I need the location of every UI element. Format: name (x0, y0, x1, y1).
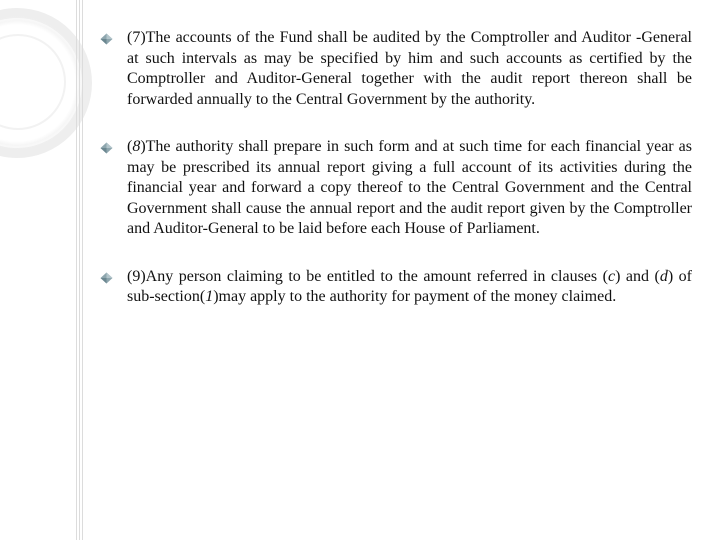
bullet-list (100, 28, 692, 308)
clause-8-text: )The authority shall prepare in such form and at such time for each financial year as may be prescribed its annual report giving a full account of its activities during the financial year and forward a copy thereof to the Central Government and the Central Government shall cause the annual report and the audit report given by the Comptroller and Auditor-General to be laid before each House of Parliament. (127, 138, 692, 237)
clause-9-text-part3: ) of sub-section( (127, 267, 692, 305)
diamond-bullet-icon (100, 272, 113, 284)
clause-8-open-paren: ( (127, 138, 133, 155)
clause-9-subsection-number: 1 (205, 288, 214, 305)
clause-8-number: 8 (132, 138, 141, 155)
decorative-inner-ring (0, 34, 66, 130)
decorative-vertical-line (82, 0, 83, 540)
clause-9-text-part1: (9)Any person claiming to be entitled to the amount referred in clauses ( (127, 267, 608, 285)
clause-9-text-part2: ) and ( (615, 267, 660, 285)
list-item-clause-7 (100, 28, 692, 110)
decorative-vertical-line (79, 0, 80, 540)
decorative-ring-glow (0, 12, 88, 154)
list-item-clause-9 (100, 267, 692, 308)
clause-7-text: (7)The accounts of the Fund shall be audited by the Comptroller and Auditor -General at such intervals as may be specified by him and such accounts as certified by the Comptroller and Auditor-General together with the audit report thereon shall be forwarded annually to the Central Government by the authority. (127, 29, 692, 108)
decorative-vertical-line (76, 0, 77, 540)
clause-9-text-part4: )may apply to the authority for payment of the money claimed. (213, 288, 617, 305)
clause-9-letter-d: d (659, 267, 668, 285)
list-item-clause-8 (100, 137, 692, 240)
diamond-bullet-icon (100, 142, 113, 154)
diamond-bullet-icon (100, 33, 113, 45)
clause-9-letter-c: c (607, 267, 616, 285)
